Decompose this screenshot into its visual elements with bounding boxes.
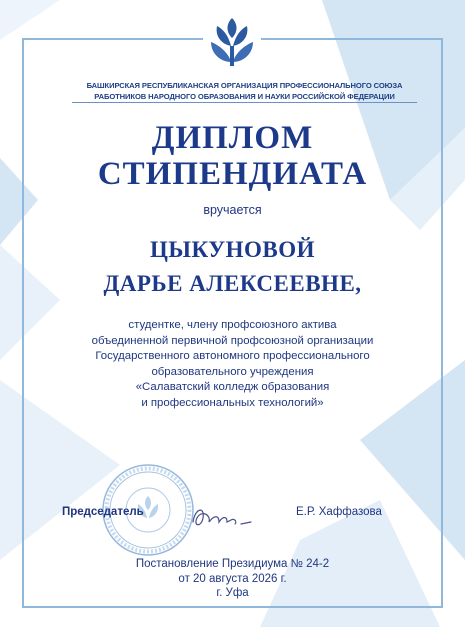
description-line: объединенной первичной профсоюзной организации xyxy=(91,334,374,347)
union-emblem-icon xyxy=(203,12,261,72)
decor-shape-top-left xyxy=(0,0,60,40)
diploma-title: ДИПЛОМ xyxy=(151,120,314,156)
description-line: и профессиональных технологий» xyxy=(141,396,324,409)
organization-line-1: БАШКИРСКАЯ РЕСПУБЛИКАНСКАЯ ОРГАНИЗАЦИЯ ПРОФЕССИОНАЛЬНОГО СОЮЗА xyxy=(86,81,403,90)
description-line: образовательного учреждения xyxy=(151,365,314,378)
recipient-description xyxy=(60,318,405,412)
decree-city: г. Уфа xyxy=(216,587,249,599)
recipient-surname: ЦЫКУНОВОЙ xyxy=(150,237,315,262)
organization-divider xyxy=(72,102,417,103)
diploma-subtitle: СТИПЕНДИАТА xyxy=(97,156,368,192)
description-line: студентке, члену профсоюзного актива xyxy=(128,319,337,331)
chairperson-name: Е.Р. Хаффазова xyxy=(296,506,382,518)
decree-number: Постановление Президиума № 24-2 xyxy=(135,558,330,570)
handwritten-signature xyxy=(185,500,265,534)
organization-name xyxy=(72,80,417,102)
decree-info xyxy=(0,557,465,601)
recipient-given-names: ДАРЬЕ АЛЕКСЕЕВНЕ, xyxy=(103,271,362,296)
awarded-label: вручается xyxy=(203,203,262,217)
organization-line-2: РАБОТНИКОВ НАРОДНОГО ОБРАЗОВАНИЯ И НАУКИ РОССИЙСКОЙ ФЕДЕРАЦИИ xyxy=(94,92,395,101)
signature-label: Председатель xyxy=(62,506,144,518)
description-line: Государственного автономного профессионального xyxy=(95,350,370,363)
description-line: «Салаватский колледж образования xyxy=(135,381,330,394)
decree-date: от 20 августа 2026 г. xyxy=(178,572,287,585)
